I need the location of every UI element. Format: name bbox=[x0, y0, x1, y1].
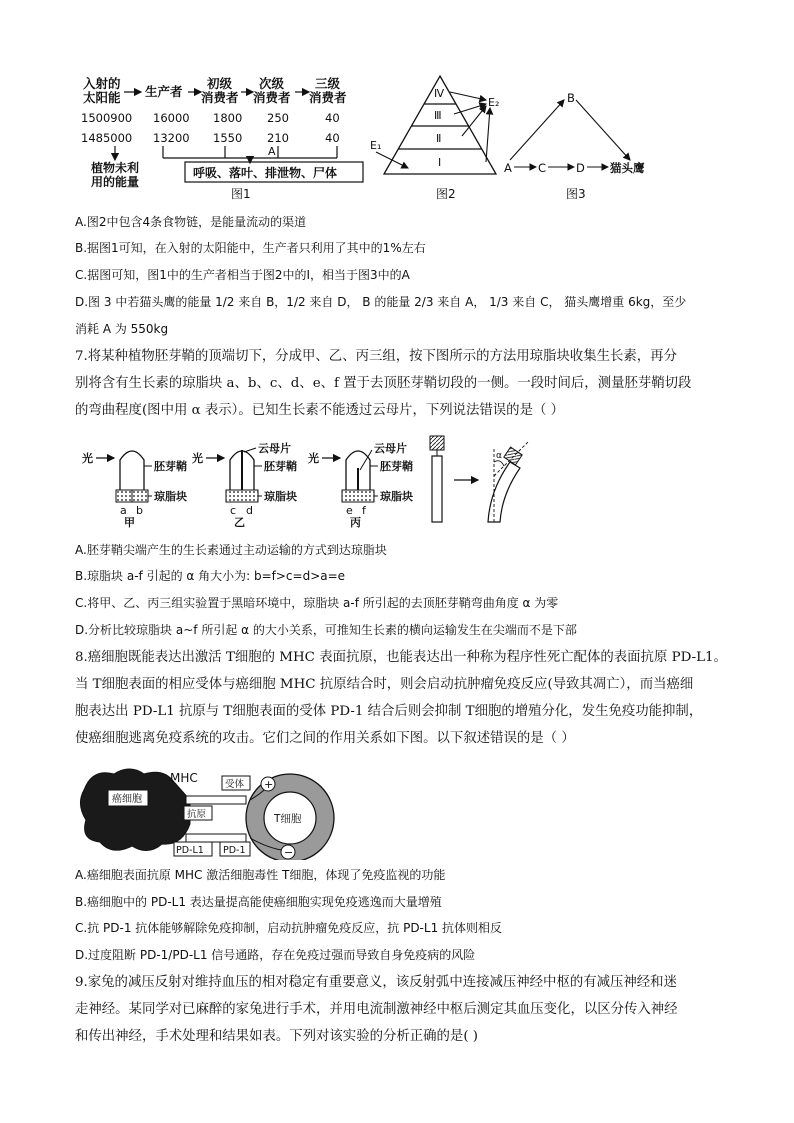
q7-fig-group-3: 丙 bbox=[350, 516, 361, 529]
q7-fig-e: e bbox=[346, 504, 353, 517]
q9-stem-line3: 和传出神经，手术处理和结果如表。下列对该实验的分析正确的是( ) bbox=[75, 1029, 479, 1044]
fig3-node-a: A bbox=[504, 161, 512, 175]
q7-fig-light-2: 光 bbox=[192, 452, 203, 465]
fig1-row2-v4: 40 bbox=[325, 131, 340, 145]
q9-stem-line2: 走神经。某同学对已麻醉的家兔进行手术，并用电流制激神经中枢后测定其血压变化，以区分传入神经 bbox=[75, 1002, 678, 1017]
q7-fig-coleoptile-1: 胚芽鞘 bbox=[154, 460, 187, 473]
q8-pd1-label: PD-1 bbox=[223, 845, 246, 856]
fig1-unused-label-1: 植物未利 bbox=[91, 161, 140, 175]
q8-receptor-label: 受体 bbox=[225, 779, 245, 790]
q7-fig-b: b bbox=[136, 504, 143, 517]
fig3-node-d: D bbox=[576, 161, 585, 175]
q7-fig-a: a bbox=[120, 504, 127, 517]
fig2-level-4: Ⅳ bbox=[434, 87, 445, 100]
figure-2-energy-pyramid bbox=[368, 70, 518, 200]
q7-fig-f: f bbox=[362, 504, 366, 517]
q7-fig-bending-coleoptile bbox=[430, 436, 528, 522]
fig2-level-1: Ⅰ bbox=[438, 156, 442, 169]
q8-stem-line1: 8.癌细胞既能表达出激活 T细胞的 MHC 表面抗原，也能表达出一种称为程序性死亡配体的表面抗原 PD-L1。 bbox=[75, 650, 727, 665]
fig3-node-c: C bbox=[538, 161, 547, 175]
q6-option-a: A.图2中包含4条食物链，是能量流动的渠道 bbox=[75, 215, 307, 229]
fig1-unused-label-2: 用的能量 bbox=[91, 175, 140, 189]
q8-stem-line4: 使癌细胞逃离免疫系统的攻击。它们之间的作用关系如下图。以下叙述错误的是（ ） bbox=[75, 731, 575, 746]
q6-option-c: C.据图可知，图1中的生产者相当于图2中的Ⅰ，相当于图3中的A bbox=[75, 268, 410, 282]
q7-fig-group-2: 乙 bbox=[234, 516, 245, 529]
fig3-caption: 图3 bbox=[566, 187, 586, 200]
fig1-row1-v0: 1500900 bbox=[81, 111, 133, 125]
q8-mhc-label: MHC bbox=[170, 771, 198, 785]
q7-fig-agar-1: 琼脂块 bbox=[154, 490, 187, 503]
fig1-row2-v1: 13200 bbox=[153, 131, 190, 145]
q6-option-d-line2: 消耗 A 为 550kg bbox=[75, 322, 169, 336]
fig1-sun-label-2: 太阳能 bbox=[83, 90, 121, 105]
q6-option-b: B.据图1可知，在入射的太阳能中，生产者只利用了其中的1%左右 bbox=[75, 241, 426, 255]
q7-fig-agar-3: 琼脂块 bbox=[380, 490, 413, 503]
q8-figure-immune bbox=[78, 760, 378, 860]
fig1-caption: 图1 bbox=[231, 187, 251, 200]
fig3-node-b: B bbox=[567, 91, 575, 105]
q7-stem-line2: 别将含有生长素的琼脂块 a、b、c、d、e、f 置于去顶胚芽鞘切段的一侧。一段时间后，测量胚芽鞘切段 bbox=[75, 376, 692, 391]
q7-fig-alpha: α bbox=[496, 451, 502, 461]
fig1-decomposer-label: 呼吸、落叶、排泄物、尸体 bbox=[193, 166, 338, 180]
fig1-c2-label-1: 次级 bbox=[259, 76, 285, 91]
q8-option-c: C.抗 PD-1 抗体能够解除免疫抑制，启动抗肿瘤免疫反应，抗 PD-L1 抗体则相反 bbox=[75, 921, 503, 935]
q8-option-a: A.癌细胞表面抗原 MHC 激活细胞毒性 T细胞，体现了免疫监视的功能 bbox=[75, 868, 446, 882]
q8-stem-line2: 当 T细胞表面的相应受体与癌细胞 MHC 抗原结合时，则会启动抗肿瘤免疫反应(导致其凋亡），而当癌细 bbox=[75, 677, 694, 692]
q7-stem-line3: 的弯曲程度(图中用 α 表示）。已知生长素不能透过云母片，下列说法错误的是（ ） bbox=[75, 403, 565, 418]
fig3-node-owl: 猫头鹰 bbox=[610, 161, 645, 175]
q7-fig-coleoptile-2: 胚芽鞘 bbox=[264, 460, 297, 473]
fig1-row1-v2: 1800 bbox=[213, 111, 243, 125]
q7-option-a: A.胚芽鞘尖端产生的生长素通过主动运输的方式到达琼脂块 bbox=[75, 543, 387, 557]
fig1-row1-v1: 16000 bbox=[153, 111, 190, 125]
fig1-c2-label-2: 消费者 bbox=[253, 90, 291, 105]
q7-fig-mica-3: 云母片 bbox=[374, 442, 407, 455]
fig2-level-2: Ⅱ bbox=[436, 132, 442, 145]
q7-fig-d: d bbox=[246, 504, 253, 517]
q8-antigen-label: 抗原 bbox=[187, 809, 207, 820]
q7-fig-agar-2: 琼脂块 bbox=[264, 490, 297, 503]
fig2-e2: E₂ bbox=[488, 96, 500, 109]
fig1-row2-v3: 210 bbox=[267, 131, 289, 145]
q8-stem-line3: 胞表达出 PD-L1 抗原与 T细胞表面的受体 PD-1 结合后则会抑制 T细胞的增殖分化，发生免疫功能抑制， bbox=[75, 704, 703, 719]
q7-fig-group-1: 甲 bbox=[124, 516, 135, 529]
fig1-a-label: A bbox=[268, 145, 276, 158]
q9-stem-line1: 9.家兔的减压反射对维持血压的相对稳定有重要意义，该反射弧中连接减压神经中枢的有减压神经和迷 bbox=[75, 975, 677, 990]
q8-tcell-label: T细胞 bbox=[274, 813, 302, 825]
fig2-e1: E₁ bbox=[370, 139, 382, 152]
fig2-caption: 图2 bbox=[436, 187, 456, 200]
figure-1-energy-flow bbox=[75, 70, 375, 200]
q7-fig-c: c bbox=[230, 504, 237, 517]
q8-cancer-label: 癌细胞 bbox=[112, 794, 142, 805]
fig1-sun-label-1: 入射的 bbox=[83, 76, 121, 91]
q7-option-b: B.琼脂块 a-f 引起的 α 角大小为: b=f>c=d>a=e bbox=[75, 569, 346, 583]
q8-option-d: D.过度阻断 PD-1/PD-L1 信号通路，存在免疫过强而导致自身免疫病的风险 bbox=[75, 948, 476, 962]
q7-option-c: C.将甲、乙、丙三组实验置于黑暗环境中，琼脂块 a-f 所引起的去顶胚芽鞘弯曲角度 α 为零 bbox=[75, 596, 559, 610]
fig1-row1-v4: 40 bbox=[325, 111, 340, 125]
fig1-c3-label-2: 消费者 bbox=[309, 90, 347, 105]
q7-fig-light-1: 光 bbox=[82, 452, 93, 465]
fig1-row2-v2: 1550 bbox=[213, 131, 243, 145]
fig1-row2-v0: 1485000 bbox=[81, 131, 133, 145]
fig1-row1-v3: 250 bbox=[267, 111, 289, 125]
q6-option-d-line1: D.图 3 中若猫头鹰的能量 1/2 来自 B，1/2 来自 D， B 的能量 2/3 来自 A， 1/3 来自 C， 猫头鹰增重 6kg，至少 bbox=[75, 295, 687, 309]
q7-fig-coleoptile-3: 胚芽鞘 bbox=[380, 460, 413, 473]
q7-option-d: D.分析比较琼脂块 a~f 所引起 α 的大小关系，可推知生长素的横向运输发生在尖端而不是下部 bbox=[75, 623, 577, 637]
fig1-c1-label-2: 消费者 bbox=[201, 90, 239, 105]
q7-stem-line1: 7.将某种植物胚芽鞘的顶端切下，分成甲、乙、丙三组，按下图所示的方法用琼脂块收集生长素，再分 bbox=[75, 349, 677, 364]
fig2-level-3: Ⅲ bbox=[434, 109, 442, 122]
q7-fig-mica-2: 云母片 bbox=[258, 442, 291, 455]
fig1-c1-label-1: 初级 bbox=[207, 76, 233, 91]
q8-pdl1-label: PD-L1 bbox=[176, 845, 204, 856]
q8-option-b: B.癌细胞中的 PD-L1 表达量提高能使癌细胞实现免疫逃逸而大量增殖 bbox=[75, 895, 442, 909]
figure-3-food-web bbox=[500, 78, 700, 200]
q7-figure-coleoptile bbox=[80, 430, 560, 530]
fig1-producer-label: 生产者 bbox=[145, 84, 183, 99]
q8-minus-label: − bbox=[284, 846, 294, 859]
fig1-c3-label-1: 三级 bbox=[315, 76, 341, 91]
q7-fig-light-3: 光 bbox=[308, 452, 319, 465]
q8-plus-label: + bbox=[264, 778, 274, 791]
